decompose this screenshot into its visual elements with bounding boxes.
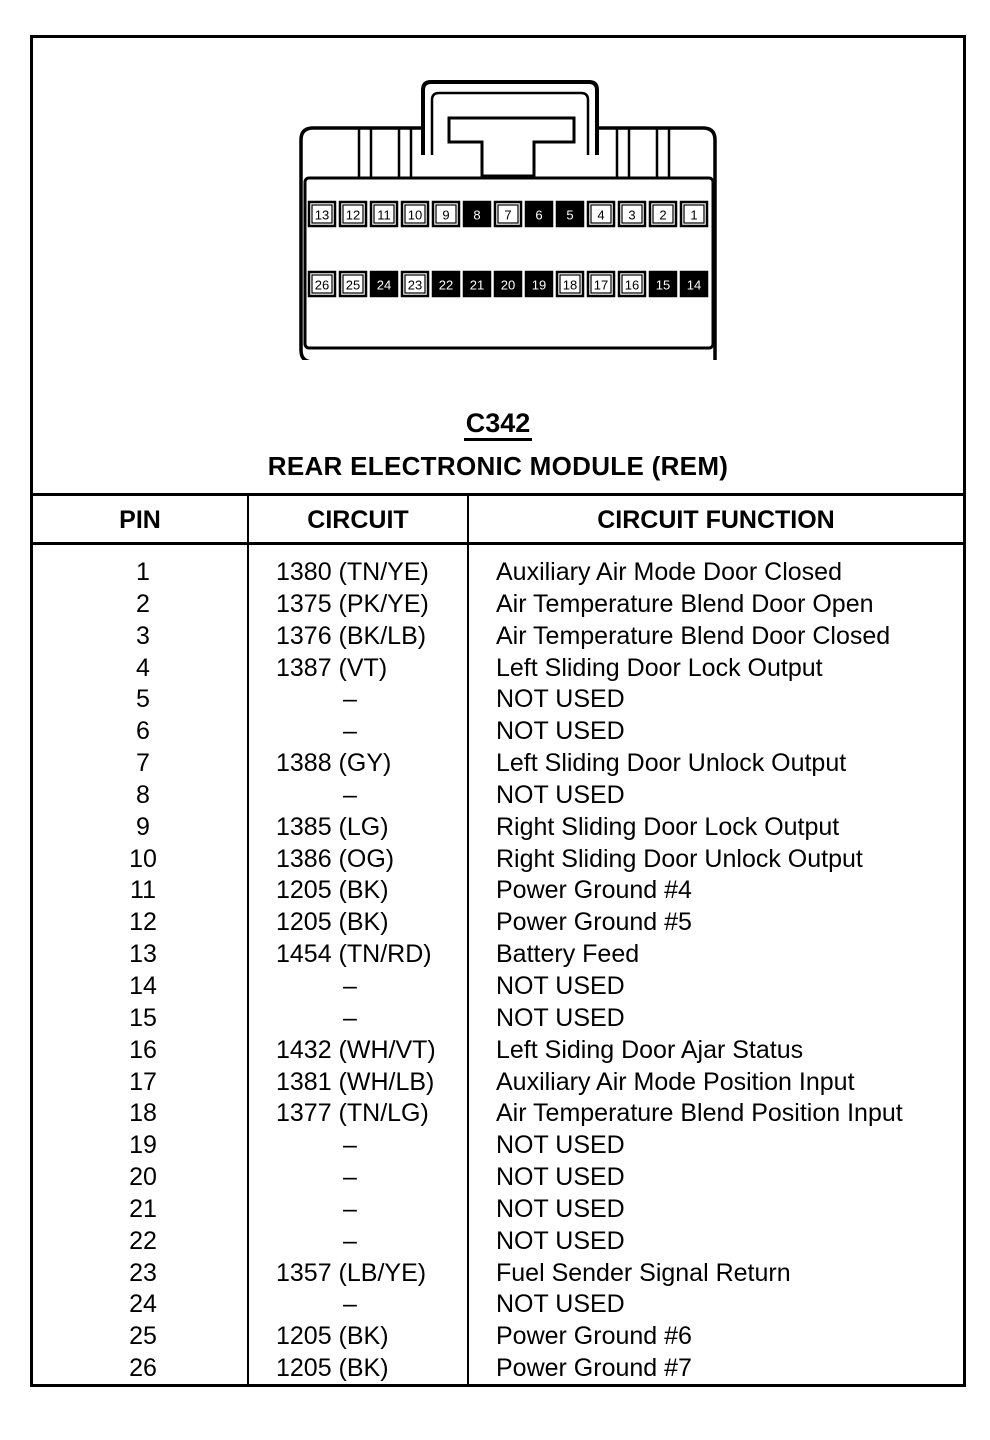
- connector-pin-number: 16: [624, 277, 640, 293]
- pin-number: 15: [129, 1003, 157, 1032]
- connector-pin-number: 10: [407, 207, 423, 223]
- connector-pin-cavity: [309, 272, 335, 296]
- connector-pin-number: 21: [469, 277, 485, 293]
- pin-number: 26: [129, 1354, 157, 1383]
- table-row: [33, 1098, 963, 1130]
- pin-number: 3: [136, 621, 150, 650]
- circuit-code: 1432 (WH/VT): [276, 1035, 436, 1064]
- circuit-function: NOT USED: [496, 1163, 625, 1192]
- pin-cells: [309, 202, 707, 296]
- connector-pin-cavity: [681, 202, 707, 226]
- circuit-function: Left Sliding Door Lock Output: [496, 653, 823, 682]
- table-row: [33, 1067, 963, 1099]
- circuit-function: NOT USED: [496, 1290, 625, 1319]
- diagram-frame: [30, 35, 966, 1387]
- circuit-function: Left Siding Door Ajar Status: [496, 1035, 804, 1064]
- circuit-function: Auxiliary Air Mode Door Closed: [496, 558, 842, 586]
- connector-pin-cavity: [433, 202, 459, 226]
- pin-number: 8: [136, 780, 150, 809]
- circuit-code: 1377 (TN/LG): [276, 1099, 429, 1128]
- circuit-function: NOT USED: [496, 1131, 625, 1160]
- circuit-code: 1205 (BK): [276, 1354, 389, 1383]
- connector-pin-cavity: [402, 272, 428, 296]
- pin-number: 21: [129, 1194, 157, 1223]
- connector-pin-number: 11: [377, 207, 391, 223]
- connector-pin-cavity: [371, 272, 397, 296]
- pin-number: 23: [129, 1258, 157, 1287]
- circuit-code: 1381 (WH/LB): [276, 1067, 435, 1096]
- connector-pin-number: 5: [566, 207, 574, 223]
- connector-pin-number: 14: [686, 277, 702, 293]
- connector-pin-number: 24: [376, 277, 392, 293]
- circuit-function: Power Ground #5: [496, 908, 692, 937]
- table-row: [33, 621, 963, 653]
- pin-number: 12: [129, 908, 157, 937]
- circuit-function: Air Temperature Blend Door Closed: [496, 621, 891, 650]
- connector-title-block: [33, 408, 963, 482]
- circuit-code: 1357 (LB/YE): [276, 1258, 427, 1287]
- circuit-code: 1205 (BK): [276, 1322, 389, 1351]
- table-row: [33, 875, 963, 907]
- circuit-function: Right Sliding Door Unlock Output: [496, 844, 863, 873]
- connector-pin-cavity: [340, 202, 366, 226]
- pin-number: 4: [136, 653, 150, 682]
- table-row: [33, 907, 963, 939]
- connector-pin-number: 4: [597, 207, 605, 223]
- circuit-function: NOT USED: [496, 1194, 625, 1223]
- table-header-row: [33, 493, 963, 545]
- circuit-function: Left Sliding Door Unlock Output: [496, 749, 847, 778]
- table-row: [33, 1194, 963, 1226]
- circuit-code: 1380 (TN/YE): [276, 558, 429, 586]
- connector-pin-number: 18: [562, 277, 578, 293]
- table-row: [33, 748, 963, 780]
- circuit-code: –: [343, 1226, 357, 1255]
- connector-pin-cavity: [557, 202, 583, 226]
- connector-pin-number: 22: [438, 277, 454, 293]
- circuit-code: –: [343, 1290, 357, 1319]
- pin-number: 2: [136, 589, 150, 618]
- pin-number: 6: [136, 717, 150, 746]
- pin-number: 25: [129, 1322, 157, 1351]
- connector-pin-number: 19: [531, 277, 547, 293]
- connector-pin-cavity: [588, 272, 614, 296]
- table-row: [33, 1258, 963, 1290]
- connector-pin-cavity: [619, 272, 645, 296]
- circuit-code: 1375 (PK/YE): [276, 589, 429, 618]
- connector-pin-number: 23: [407, 277, 423, 293]
- table-row: [33, 1130, 963, 1162]
- connector-pin-number: 7: [504, 207, 512, 223]
- connector-pin-cavity: [557, 272, 583, 296]
- connector-pin-cavity: [526, 202, 552, 226]
- pin-number: 10: [129, 844, 157, 873]
- connector-face-drawing: [299, 60, 719, 360]
- connector-pin-number: 3: [628, 207, 636, 223]
- pinout-table: [33, 493, 963, 1385]
- pin-number: 22: [129, 1226, 157, 1255]
- connector-pin-cavity: [402, 202, 428, 226]
- connector-pin-number: 25: [345, 277, 361, 293]
- pin-number: 7: [136, 749, 150, 778]
- table-row: [33, 1289, 963, 1321]
- pin-number: 11: [130, 876, 156, 905]
- table-row: [33, 971, 963, 1003]
- circuit-code: –: [343, 685, 357, 714]
- circuit-code: –: [343, 1194, 357, 1223]
- circuit-code: –: [343, 971, 357, 1000]
- table-row: [33, 844, 963, 876]
- circuit-function: Fuel Sender Signal Return: [496, 1258, 791, 1287]
- circuit-function: Air Temperature Blend Door Open: [496, 589, 874, 618]
- table-row: [33, 653, 963, 685]
- pin-number: 16: [129, 1035, 157, 1064]
- table-row: [33, 1226, 963, 1258]
- connector-pin-number: 9: [442, 207, 450, 223]
- pin-number: 1: [136, 558, 150, 586]
- connector-pin-cavity: [526, 272, 552, 296]
- connector-pin-number: 15: [655, 277, 671, 293]
- circuit-code: 1376 (BK/LB): [276, 621, 427, 650]
- circuit-code: 1386 (OG): [276, 844, 395, 873]
- circuit-function: NOT USED: [496, 1226, 625, 1255]
- table-row: [33, 1003, 963, 1035]
- circuit-code: 1205 (BK): [276, 876, 389, 905]
- pin-number: 5: [136, 685, 150, 714]
- connector-pin-cavity: [495, 272, 521, 296]
- connector-pin-cavity: [495, 202, 521, 226]
- circuit-function: Power Ground #4: [496, 876, 692, 905]
- circuit-code: –: [343, 780, 357, 809]
- circuit-code: 1388 (GY): [276, 749, 392, 778]
- header-pin: PIN: [119, 506, 161, 534]
- connector-pin-number: 6: [535, 207, 543, 223]
- module-name: REAR ELECTRONIC MODULE (REM): [267, 451, 729, 481]
- circuit-code: –: [343, 717, 357, 746]
- table-row: [33, 1353, 963, 1385]
- circuit-function: Right Sliding Door Lock Output: [496, 812, 840, 841]
- connector-pin-cavity: [340, 272, 366, 296]
- connector-pin-number: 17: [593, 277, 609, 293]
- table-row: [33, 557, 963, 589]
- table-row: [33, 939, 963, 971]
- pin-number: 17: [129, 1067, 157, 1096]
- pin-number: 24: [129, 1290, 157, 1319]
- connector-pin-cavity: [433, 272, 459, 296]
- circuit-code: –: [343, 1003, 357, 1032]
- table-row: [33, 716, 963, 748]
- header-circuit-function: CIRCUIT FUNCTION: [597, 506, 835, 534]
- connector-pin-cavity: [464, 202, 490, 226]
- table-row: [33, 589, 963, 621]
- circuit-function: Auxiliary Air Mode Position Input: [496, 1067, 855, 1096]
- connector-pin-number: 20: [500, 277, 516, 293]
- connector-pin-number: 13: [314, 207, 330, 223]
- circuit-code: 1454 (TN/RD): [276, 940, 432, 969]
- circuit-function: NOT USED: [496, 971, 625, 1000]
- connector-pin-number: 2: [659, 207, 667, 223]
- pin-number: 19: [129, 1131, 157, 1160]
- connector-pin-number: 1: [690, 207, 698, 223]
- circuit-function: NOT USED: [496, 685, 625, 714]
- table-row: [33, 812, 963, 844]
- header-circuit: CIRCUIT: [307, 506, 409, 534]
- table-row: [33, 1035, 963, 1067]
- circuit-function: Power Ground #7: [496, 1354, 692, 1383]
- connector-pin-cavity: [619, 202, 645, 226]
- pin-number: 14: [129, 971, 157, 1000]
- connector-pin-cavity: [588, 202, 614, 226]
- connector-pin-number: 26: [314, 277, 330, 293]
- pin-number: 9: [136, 812, 150, 841]
- circuit-function: Power Ground #6: [496, 1322, 692, 1351]
- connector-pin-cavity: [371, 202, 397, 226]
- circuit-code: 1205 (BK): [276, 908, 389, 937]
- table-row: [33, 1162, 963, 1194]
- circuit-function: NOT USED: [496, 780, 625, 809]
- table-row: [33, 1321, 963, 1353]
- circuit-code: 1385 (LG): [276, 812, 389, 841]
- circuit-code: –: [343, 1131, 357, 1160]
- pin-number: 13: [129, 940, 157, 969]
- circuit-function: NOT USED: [496, 1003, 625, 1032]
- connector-pin-cavity: [650, 272, 676, 296]
- connector-pin-cavity: [681, 272, 707, 296]
- circuit-code: –: [343, 1163, 357, 1192]
- connector-pin-number: 12: [345, 207, 361, 223]
- connector-pin-cavity: [650, 202, 676, 226]
- circuit-function: Battery Feed: [496, 940, 640, 969]
- table-row: [33, 780, 963, 812]
- circuit-function: Air Temperature Blend Position Input: [496, 1099, 903, 1128]
- circuit-function: NOT USED: [496, 717, 625, 746]
- connector-id: C342: [464, 408, 533, 441]
- pin-number: 20: [129, 1163, 157, 1192]
- pin-number: 18: [129, 1099, 157, 1128]
- table-row: [33, 684, 963, 716]
- connector-pin-cavity: [309, 202, 335, 226]
- table-body: [33, 557, 963, 1385]
- circuit-code: 1387 (VT): [276, 653, 388, 682]
- connector-pin-cavity: [464, 272, 490, 296]
- connector-pin-number: 8: [473, 207, 481, 223]
